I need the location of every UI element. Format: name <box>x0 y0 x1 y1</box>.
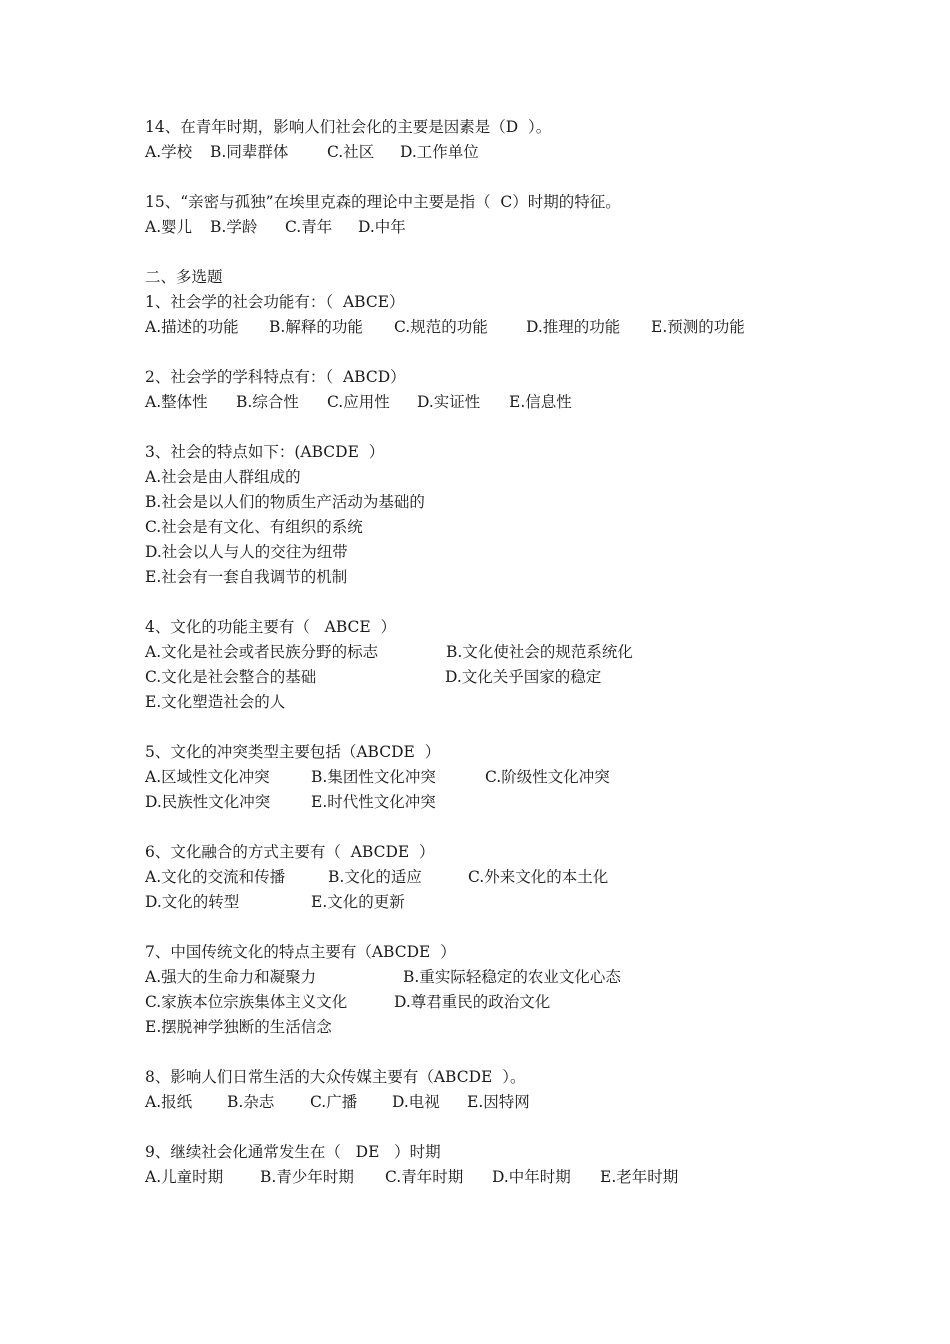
option: C.应用性 <box>327 393 390 411</box>
options-row <box>145 965 905 990</box>
option: A.文化的交流和传播 <box>145 868 286 886</box>
option: C.青年 <box>285 218 333 236</box>
option: E.信息性 <box>509 393 572 411</box>
option: D.推理的功能 <box>526 318 621 336</box>
option: D.中年时期 <box>492 1168 571 1186</box>
option: D.实证性 <box>417 393 481 411</box>
document-page <box>145 115 905 1190</box>
options-row <box>145 865 905 890</box>
option: C.规范的功能 <box>394 318 488 336</box>
option: A.学校 <box>145 143 193 161</box>
option: E.社会有一套自我调节的机制 <box>145 568 348 586</box>
option: A.社会是由人群组成的 <box>145 468 301 486</box>
option: A.婴儿 <box>145 218 193 236</box>
section-title: 二、多选题 <box>145 268 223 286</box>
option: E.文化塑造社会的人 <box>145 693 286 711</box>
option: B.集团性文化冲突 <box>311 768 436 786</box>
option: E.摆脱神学独断的生活信念 <box>145 1018 332 1036</box>
question-stem: 4、文化的功能主要有（ ABCE ） <box>145 618 397 636</box>
option: D.社会以人与人的交往为纽带 <box>145 543 348 561</box>
option: B.文化使社会的规范系统化 <box>446 643 633 661</box>
question-stem: 1、社会学的社会功能有：（ ABCE） <box>145 293 405 311</box>
question-stem: 5、文化的冲突类型主要包括（ABCDE ） <box>145 743 441 761</box>
options-row <box>145 665 905 690</box>
option: C.文化是社会整合的基础 <box>145 668 317 686</box>
option: E.因特网 <box>467 1093 530 1111</box>
question-stem: 14、在青年时期，影响人们社会化的主要是因素是（D ）。 <box>145 118 552 136</box>
option: C.社会是有文化、有组织的系统 <box>145 518 363 536</box>
option: C.阶级性文化冲突 <box>485 768 610 786</box>
question-stem: 6、文化融合的方式主要有（ ABCDE ） <box>145 843 435 861</box>
option: B.文化的适应 <box>328 868 422 886</box>
option: A.报纸 <box>145 1093 193 1111</box>
option: E.老年时期 <box>600 1168 679 1186</box>
question-stem: 2、社会学的学科特点有：（ ABCD） <box>145 368 406 386</box>
options-row <box>145 990 905 1015</box>
option: D.文化的转型 <box>145 893 240 911</box>
option: D.中年 <box>358 218 406 236</box>
option: B.社会是以人们的物质生产活动为基础的 <box>145 493 425 511</box>
question-stem: 15、“亲密与孤独”在埃里克森的理论中主要是指（ C）时期的特征。 <box>145 193 621 211</box>
option: B.杂志 <box>227 1093 275 1111</box>
options-row <box>145 215 905 240</box>
option: B.同辈群体 <box>210 143 289 161</box>
option: A.强大的生命力和凝聚力 <box>145 968 317 986</box>
option: D.尊君重民的政治文化 <box>394 993 551 1011</box>
question-stem: 9、继续社会化通常发生在（ DE ）时期 <box>145 1143 441 1161</box>
option: C.外来文化的本土化 <box>468 868 609 886</box>
option: B.学龄 <box>210 218 258 236</box>
options-row <box>145 1165 905 1190</box>
options-row <box>145 765 905 790</box>
option: A.文化是社会或者民族分野的标志 <box>145 643 379 661</box>
options-row <box>145 790 905 815</box>
options-row <box>145 1090 905 1115</box>
option: C.社区 <box>327 143 375 161</box>
option: D.电视 <box>392 1093 440 1111</box>
question-stem: 7、中国传统文化的特点主要有（ABCDE ） <box>145 943 456 961</box>
option: E.预测的功能 <box>651 318 745 336</box>
options-row <box>145 140 905 165</box>
option: A.描述的功能 <box>145 318 239 336</box>
option: B.青少年时期 <box>260 1168 354 1186</box>
options-row <box>145 390 905 415</box>
options-row <box>145 640 905 665</box>
option: B.重实际轻稳定的农业文化心态 <box>403 968 621 986</box>
question-stem: 8、影响人们日常生活的大众传媒主要有（ABCDE ）。 <box>145 1068 526 1086</box>
question-stem: 3、社会的特点如下：(ABCDE ） <box>145 443 385 461</box>
option: C.广播 <box>310 1093 358 1111</box>
option: B.综合性 <box>236 393 299 411</box>
option: E.文化的更新 <box>311 893 405 911</box>
option: D.民族性文化冲突 <box>145 793 271 811</box>
option: B.解释的功能 <box>269 318 363 336</box>
option: E.时代性文化冲突 <box>311 793 436 811</box>
option: D.工作单位 <box>400 143 479 161</box>
option: A.儿童时期 <box>145 1168 224 1186</box>
options-row <box>145 890 905 915</box>
option: C.青年时期 <box>385 1168 464 1186</box>
option: A.整体性 <box>145 393 208 411</box>
options-row <box>145 315 905 340</box>
option: C.家族本位宗族集体主义文化 <box>145 993 348 1011</box>
option: A.区域性文化冲突 <box>145 768 270 786</box>
option: D.文化关乎国家的稳定 <box>445 668 602 686</box>
